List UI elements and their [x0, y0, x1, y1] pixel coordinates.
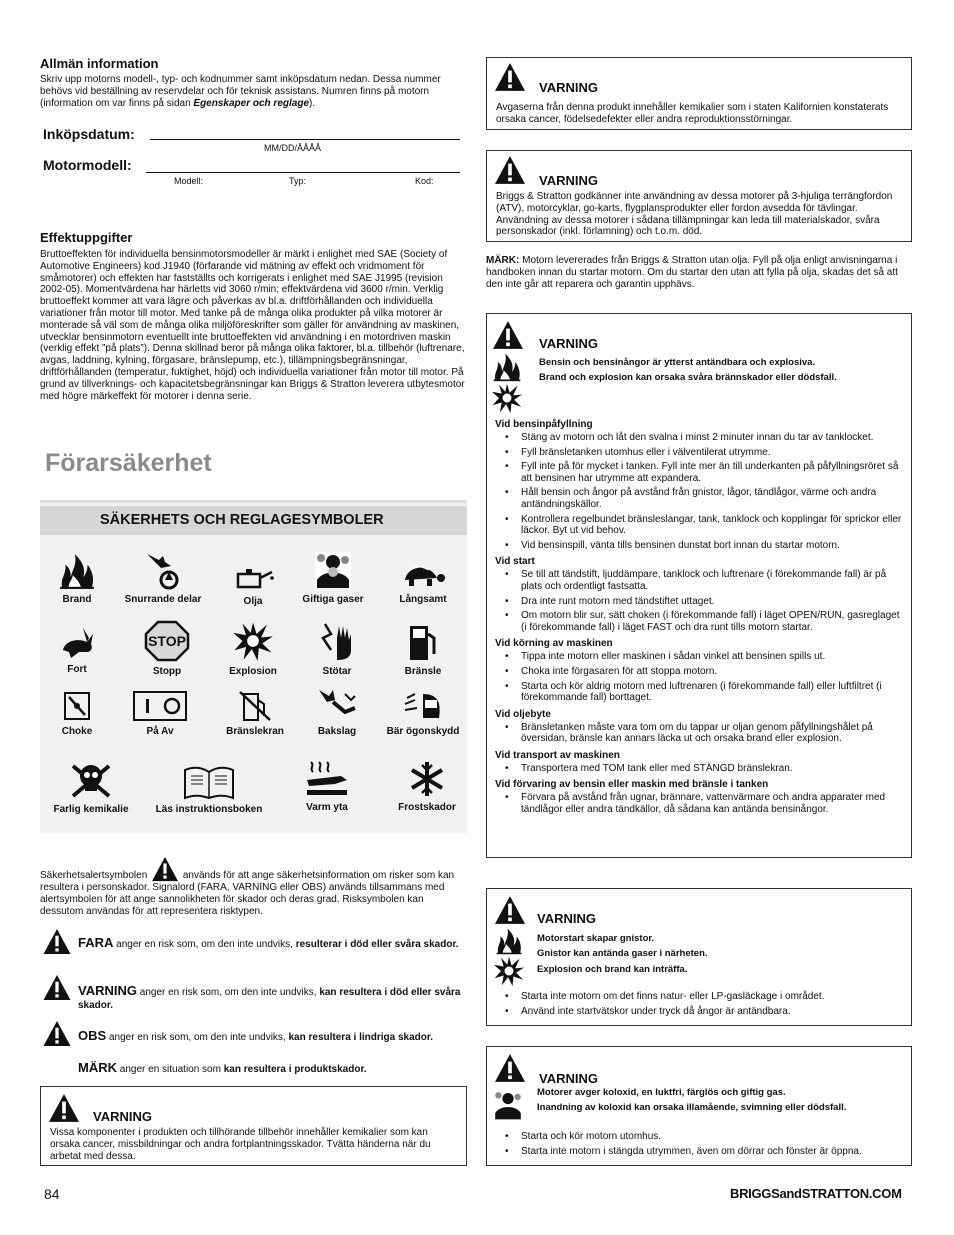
rabbit-icon — [57, 624, 97, 660]
list-item: • Transportera med TOM tank eller med STÄNGD bränslekran. — [495, 763, 905, 775]
warning-alert-icon — [491, 320, 525, 350]
signal-notice: MÄRK anger en situation som kan resultera i produktskador. — [78, 1060, 367, 1075]
list-item: • Om motorn blir sur, sätt choken (i förekommande fall) i läget OPEN/RUN, gasreglaget (i förekommande fall) i läget FAST och dra runt tills motorn startar. — [495, 610, 905, 633]
oil-can-icon — [232, 564, 274, 592]
safety-alert-icon — [150, 856, 180, 882]
symbol-fire: Brand — [32, 552, 122, 605]
warning-box-chemicals: VARNING Vissa komponenter i produkten och tillhörande tillbehör innehåller kemikalier som kan orsaka cancer, missbildningar och andra fortplantningsskador. Tvätta händerna när du arbetat med dessa. — [40, 1086, 467, 1166]
symbol-read-manual: Läs instruktionsboken — [146, 764, 272, 815]
explosion-icon — [493, 955, 525, 987]
shock-icon — [317, 620, 357, 662]
fuel-instructions: Vid bensinpåfyllning • Stäng av motorn och låt den svalna i minst 2 minuter innan du tar av tanklocket. • Fyll bränsletanken utomhus eller i välventilerat utrymme. • Fyll inte på för mycket i tanken. Fyll inte mer än till underkanten på påfyllningsröret så att bensinen har utrymme att expandera. • Håll bensin och ångor på avstånd från gnistor, lågor, tändlågor, värme och andra antändningskällor. • Kontrollera regelbundet bränsleslangar, tank, tanklock och kopplingar för sprickor eller läckor. Byt ut vid behov. • Vid bensinspill, vänta tills bensinen dunstat bort innan du startar motorn. Vid start • Se till att tändstift, ljuddämpare, tanklock och luftrenare (i förekommande fall) är på plats och ordentligt fastsatta. • Dra inte runt motorn med tändstiftet uttaget. • Om motorn blir sur, sätt choken (i förekommande fall) i läget OPEN/RUN, gasreglaget (i förekommande fall) i läget FAST och dra runt tills motorn startar. Vid körning av maskinen • Tippa inte motorn eller maskinen i sådan vinkel att bensinen spills ut. • Choka inte förgasaren för att stoppa motorn. • Starta och kör aldrig motorn med luftrenaren (i förekommande fall) eller luftfiltret (i förekommande fall) borttaget. Vid oljebyte • Bränsletanken måste vara tom om du tappar ur oljan genom påfyllningshålet på översidan, bränsle kan annars läcka ut och orsaka brand eller explosion. Vid transport av maskinen • Transportera med TOM tank eller med STÄNGD bränslekran. Vid förvaring av bensin eller maskin med bränsle i tanken • Förvara på avstånd från ugnar, brännare, vattenvärmare och andra apparater med tändlågor eller andra tändkällor, då sådana kan antända bensinångor. — [495, 414, 905, 819]
list-item: • Tippa inte motorn eller maskinen i sådan vinkel att bensinen spills ut. — [495, 651, 905, 663]
list-item: • Se till att tändstift, ljuddämpare, tanklock och luftrenare (i förekommande fall) är på plats och ordentligt fastsatta. — [495, 569, 905, 592]
symbol-fuel: Bränsle — [378, 622, 468, 677]
symbol-hot-surface: Varm yta — [282, 758, 372, 813]
purchase-date-label: Inköpsdatum: — [43, 126, 135, 142]
warning-box-atv: VARNING Briggs & Stratton godkänner inte användning av dessa motorer på 3-hjuliga terrängfordon (ATV), motorcyklar, go-karts, flygplansprodukter eller fordon avsedda för tävlingar. Användning av dessa motorer i sådana tillämpningar kan leda till materialskador, svåra personskador (inkl. förlamning) och t.o.m. död. — [486, 150, 912, 242]
list-item: • Starta och kör motorn utomhus. — [495, 1131, 905, 1143]
warning-alert-icon — [493, 1053, 527, 1083]
list-item: • Vid bensinspill, vänta tills bensinen dunstat bort innan du startar motorn. — [495, 540, 905, 552]
date-format: MM/DD/ÅÅÅÅ — [264, 143, 322, 153]
list-item: • Starta och kör aldrig motorn med luftrenaren (i förekommande fall) eller luftfiltret (i förekommande fall) borttaget. — [495, 681, 905, 704]
warning-box-fuel: VARNING Bensin och bensinångor är ytterst antändbara och explosiva. Brand och explosion kan orsaka svåra brännskador eller dödsfall. Vid bensinpåfyllning • Stäng av motorn och låt den svalna i minst 2 minuter innan du tar av tanklocket. • Fyll bränsletanken utomhus eller i välventilerat utrymme. • Fyll inte på för mycket i tanken. Fyll inte mer än till underkanten på påfyllningsröret så att bensinen har utrymme att expandera. • Håll bensin och ångor på avstånd från gnistor, lågor, tändlågor, värme och andra antändningskällor. • Kontrollera regelbundet bränsleslangar, tank, tanklock och kopplingar för sprickor eller läckor. Byt ut vid behov. • Vid bensinspill, vänta tills bensinen dunstat bort innan du startar motorn. Vid start • Se till att tändstift, ljuddämpare, tanklock och luftrenare (i förekommande fall) är på plats och ordentligt fastsatta. • Dra inte runt motorn med tändstiftet uttaget. • Om motorn blir sur, sätt choken (i förekommande fall) i läget OPEN/RUN, gasreglaget (i förekommande fall) i läget FAST och dra runt tills motorn startar. Vid körning av maskinen • Tippa inte motorn eller maskinen i sådan vinkel att bensinen spills ut. • Choka inte förgasaren för att stoppa motorn. • Starta och kör aldrig motorn med luftrenaren (i förekommande fall) eller luftfiltret (i förekommande fall) borttaget. Vid oljebyte • Bränsletanken måste vara tom om du tappar ur oljan genom påfyllningshålet på översidan, bränsle kan annars läcka ut och orsaka brand eller explosion. Vid transport av maskinen • Transportera med TOM tank eller med STÄNGD bränslekran. Vid förvaring av bensin eller maskin med bränsle i tanken • Förvara på avstånd från ugnar, brännare, vattenvärmare och andra apparater med tändlågor eller andra tändkällor, då sådana kan antända bensinångor. — [486, 313, 912, 858]
symbol-fast: Fort — [32, 624, 122, 675]
code-sublabel: Kod: — [415, 176, 434, 186]
general-info-title: Allmän information — [40, 56, 159, 71]
fire-icon — [491, 352, 523, 382]
list-item: • Bränsletanken måste vara tom om du tappar ur oljan genom påfyllningshålet på översidan, bränsle kan annars läcka ut och orsaka brand eller explosion. — [495, 722, 905, 745]
section-title: Förarsäkerhet — [45, 449, 212, 477]
caution-alert-icon — [42, 1020, 72, 1047]
power-text: Bruttoeffekten för individuella bensinmotorsmodeller är märkt i enlighet med SAE (Society of Automotive Engineers) kod J1940 (förfarande vid mätning av effekt och vridmoment för småmotorer) och effekten har fastställts och korrigerats i enlighet med SAE J1995 (revision 2002-05). Momentvärdena har härletts vid 3060 r/min; effektvärdena vid 3600 r/min. Verklig bruttoeffekt kommer att vara lägre och påverkas av bl.a. driftförhållanden och individuella variationer från motor till motor. Med tanke på de många olika produkter på vilka motorer är monterade så väl som de många olika miljöföreskrifter som gäller för användning av maskinen, utvecklar bensinmotorn eventuellt inte bruttoeffekten vid användning i en motordriven maskin (verklig effekt ”på plats”). Denna skillnad beror på många olika faktorer, bl.a. tillbehör (luftrenare, avgas, laddning, kylning, förgasare, bränslepump, etc.), tillämpningsbegränsningar, driftförhållanden (temperatur, fuktighet, höjd) och individuella variationer från motor till motor. På grund av tillverknings- och kapacitetsbegränsningar kan Briggs & Stratton leverera utbytesmotor med högre märkeffekt för motorer i denna serie. — [40, 249, 465, 402]
book-icon — [183, 764, 235, 800]
symbol-rotating-parts: Snurrande delar — [118, 550, 208, 605]
oil-notice: MÄRK: Motorn levererades från Briggs & Stratton utan olja. Fyll på olja enligt anvisningarna i handboken innan du startar motorn. Om du startar den utan att fylla på olja, skadas det så att den inte går att reparera och garantin upphävs. — [486, 255, 898, 290]
purchase-date-line — [150, 126, 460, 140]
fire-icon — [57, 552, 97, 590]
explosion-icon — [232, 620, 274, 662]
symbol-toxic-gas: Giftiga gaser — [288, 550, 378, 605]
svg-text:STOP: STOP — [148, 633, 186, 649]
type-sublabel: Typ: — [289, 176, 307, 186]
choke-icon — [62, 690, 92, 722]
turtle-icon — [399, 558, 447, 590]
goggles-icon — [401, 690, 445, 722]
list-item: • Förvara på avstånd från ugnar, brännare, vattenvärmare och andra apparater med tändlågor eller andra tändkällor, då sådana kan antända bensinångor. — [495, 792, 905, 815]
list-item: • Choka inte förgasaren för att stoppa motorn. — [495, 666, 905, 678]
general-info-text: Skriv upp motorns modell-, typ- och kodnummer samt inköpsdatum nedan. Dessa nummer behövs vid beställning av reservdelar och för teknisk assistans. Numren finns på motorn (information om var finns på sidan Egenskaper och reglage). — [40, 74, 441, 109]
warning-alert-icon — [493, 62, 527, 92]
fuel-valve-icon — [238, 690, 272, 722]
warning-alert-icon — [42, 974, 72, 1001]
symbol-oil: Olja — [208, 564, 298, 607]
symbol-hazardous-chemical: Farlig kemikalie — [46, 760, 136, 815]
engine-model-line — [146, 158, 460, 173]
warning-box-california: VARNING Avgaserna från denna produkt innehåller kemikalier som i staten Kalifornien konstaterats orsaka cancer, födelsedefekter eller andra reproduktionsstörningar. — [486, 57, 912, 130]
stop-sign-icon — [144, 620, 190, 662]
fuel-pump-icon — [407, 622, 439, 662]
snowflake-icon — [408, 760, 446, 798]
alert-intro: Säkerhetsalertsymbolen används för att ange säkerhetsinformation om risker som kan resultera i personskador. Signalord (FARA, VARNING eller OBS) används tillsammans med alertsymbolen för att ange sannolikheten för skador och deras grad. Risksymbolen kan dessutom användas för att representera risktypen. — [40, 856, 468, 918]
symbol-explosion: Explosion — [208, 620, 298, 677]
engine-model-label: Motormodell: — [43, 157, 132, 173]
list-item: • Använd inte startvätskor under tryck då ångor är antändbara. — [495, 1006, 905, 1018]
symbol-shock: Stötar — [292, 620, 382, 677]
on-off-icon — [132, 690, 188, 722]
brand-url: BRIGGSandSTRATTON.COM — [730, 1186, 902, 1201]
symbol-on-off: På Av — [115, 690, 205, 737]
symbol-fuel-valve: Bränslekran — [210, 690, 300, 737]
list-item: • Kontrollera regelbundet bränsleslangar, tank, tanklock och kopplingar för sprickor eller läckor. Byt ut vid behov. — [495, 514, 905, 537]
warning-box-sparks: VARNING Motorstart skapar gnistor. Gnistor kan antända gaser i närheten. Explosion och brand kan inträffa. • Starta inte motorn om det finns natur- eller LP-gasläckage i området. • Använd inte startvätskor under tryck då ångor är antändbara. — [486, 888, 912, 1026]
symbol-stop: STOP Stopp — [122, 620, 212, 677]
danger-alert-icon — [42, 928, 72, 955]
warning-alert-icon — [493, 895, 527, 925]
list-item: • Fyll inte på för mycket i tanken. Fyll inte mer än till underkanten på påfyllningsröret så att bensinen har utrymme att expandera. — [495, 461, 905, 484]
warning-alert-icon — [47, 1093, 81, 1123]
symbol-kickback: Bakslag — [292, 686, 382, 737]
list-item: • Dra inte runt motorn med tändstiftet uttaget. — [495, 596, 905, 608]
list-item: • Stäng av motorn och låt den svalna i minst 2 minuter innan du tar av tanklocket. — [495, 432, 905, 444]
list-item: • Starta inte motorn i stängda utrymmen, även om dörrar och fönster är öppna. — [495, 1146, 905, 1158]
hot-surface-icon — [305, 758, 349, 798]
list-item: • Fyll bränsletanken utomhus eller i välventilerat utrymme. — [495, 447, 905, 459]
symbols-title: SÄKERHETS OCH REGLAGESYMBOLER — [100, 512, 384, 528]
model-sublabel: Modell: — [174, 176, 204, 186]
symbol-frostbite: Frostskador — [382, 760, 472, 813]
page-number: 84 — [44, 1186, 60, 1202]
symbol-slow: Långsamt — [378, 558, 468, 605]
rotating-parts-icon — [143, 550, 183, 590]
explosion-icon — [491, 382, 523, 414]
toxic-gas-icon — [313, 550, 353, 590]
kickback-icon — [315, 686, 359, 722]
fire-icon — [493, 927, 525, 955]
list-item: • Starta inte motorn om det finns natur- eller LP-gasläckage i området. — [495, 991, 905, 1003]
toxic-gas-icon — [491, 1089, 525, 1121]
symbol-eye-protection: Bär ögonskydd — [378, 690, 468, 737]
power-title: Effektuppgifter — [40, 230, 133, 245]
list-item: • Håll bensin och ångor på avstånd från gnistor, lågor, tändlågor, värme och andra antändningskällor. — [495, 487, 905, 510]
symbol-choke: Choke — [32, 690, 122, 737]
warning-alert-icon — [493, 155, 527, 185]
skull-crossbones-icon — [69, 760, 113, 800]
warning-box-carbon-monoxide: VARNING Motorer avger koloxid, en luktfri, färglös och giftig gas. Inandning av koloxid kan orsaka illamående, svimning eller dödsfall. • Starta och kör motorn utomhus. • Starta inte motorn i stängda utrymmen, även om dörrar och fönster är öppna. — [486, 1046, 912, 1166]
